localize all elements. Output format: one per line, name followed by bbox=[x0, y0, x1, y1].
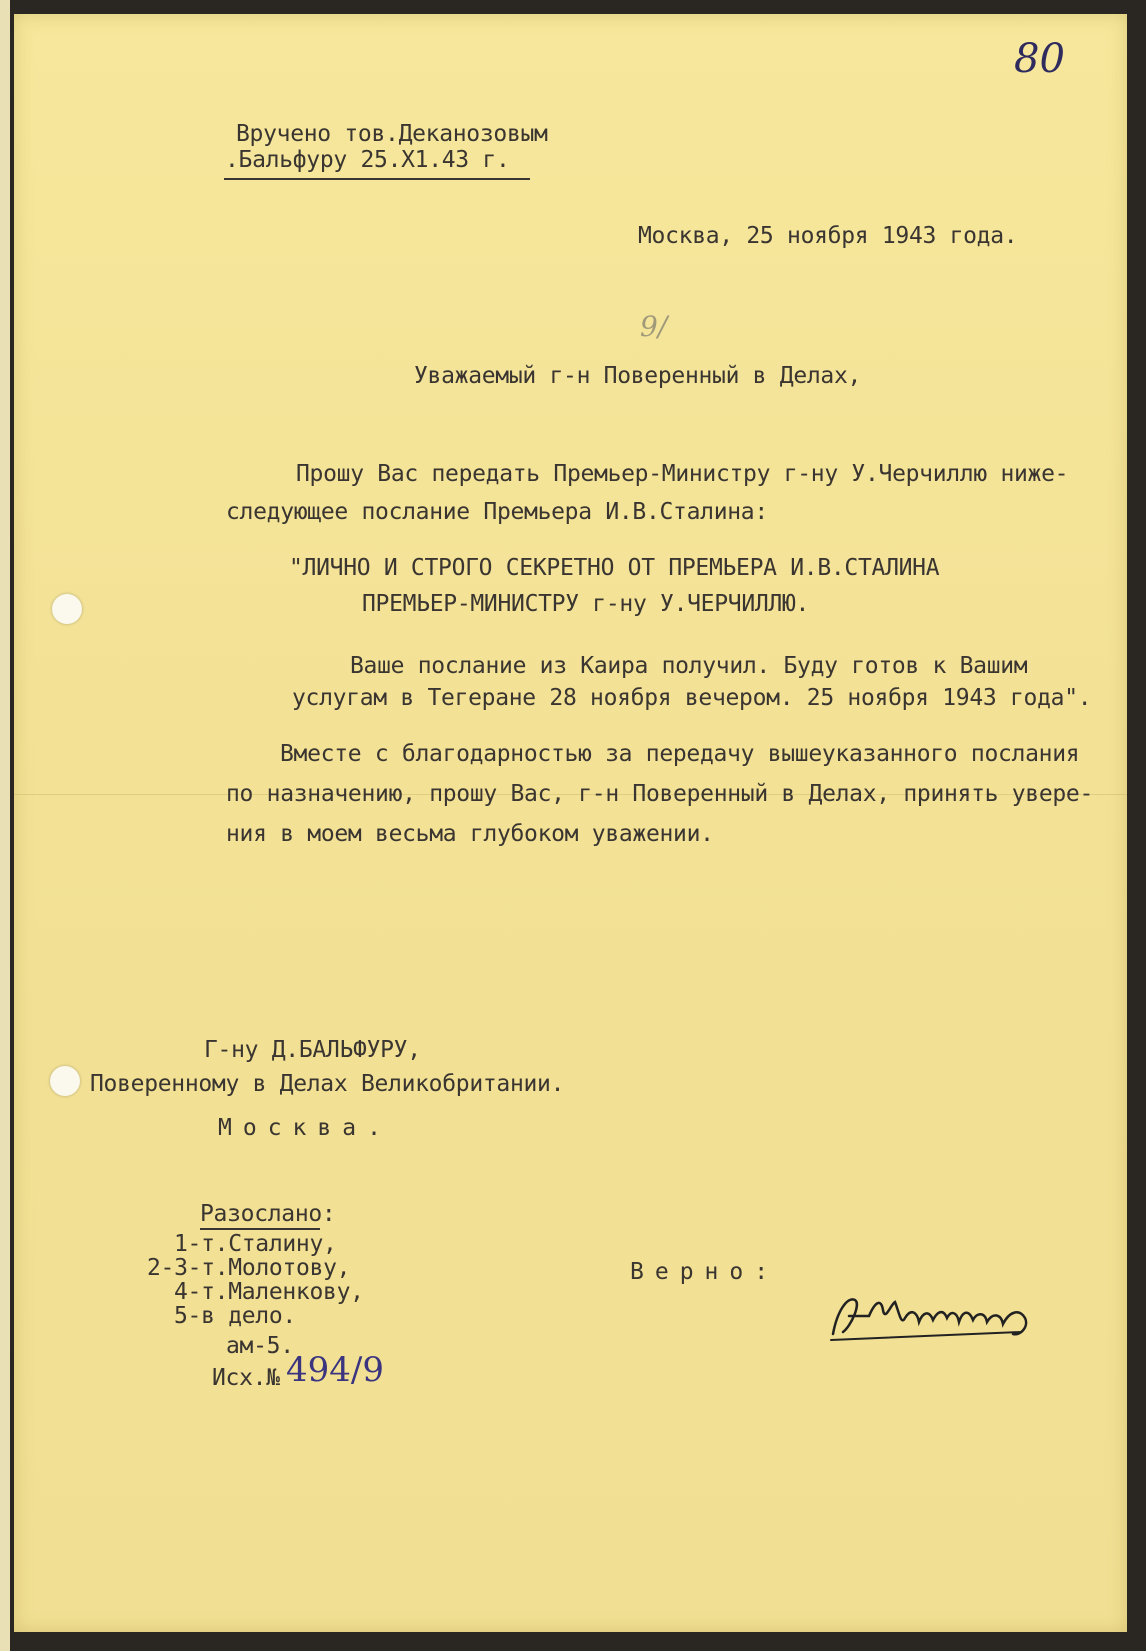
delivery-note-line2: .Бальфуру 25.Х1.43 г. bbox=[225, 147, 510, 173]
addressee-city: Москва. bbox=[218, 1115, 392, 1141]
sheet-edge bbox=[0, 0, 10, 1651]
punch-hole-bottom bbox=[50, 1066, 80, 1096]
document-page bbox=[14, 14, 1127, 1632]
closing-line1: Вместе с благодарностью за передачу вышеуказанного послания bbox=[280, 741, 1080, 767]
salutation: Уважаемый г-н Поверенный в Делах, bbox=[414, 363, 862, 389]
distribution-item: 5-в дело. bbox=[174, 1303, 296, 1329]
signature-graphic bbox=[825, 1282, 1045, 1352]
closing-line3: ния в моем весьма глубоком уважении. bbox=[226, 821, 714, 847]
message-header-line2: ПРЕМЬЕР-МИНИСТРУ г-ну У.ЧЕРЧИЛЛЮ. bbox=[362, 591, 810, 617]
distribution-item: 2-3-т.Молотову, bbox=[147, 1255, 351, 1281]
signature bbox=[774, 1236, 1045, 1408]
intro-line1: Прошу Вас передать Премьер-Министру г-ну У.Черчиллю ниже- bbox=[296, 461, 1069, 487]
distribution-heading: Разослано: bbox=[200, 1201, 336, 1227]
outgoing-number: 494/9 bbox=[286, 1350, 384, 1390]
typist-mark: ам-5. bbox=[226, 1333, 294, 1359]
delivery-note-line1: Вручено тов.Деканозовым bbox=[236, 121, 548, 147]
verification-label: Верно: bbox=[630, 1259, 780, 1285]
addressee-title: Поверенному в Делах Великобритании. bbox=[90, 1071, 565, 1097]
message-header-line1: "ЛИЧНО И СТРОГО СЕКРЕТНО ОТ ПРЕМЬЕРА И.В.СТАЛИНА bbox=[289, 555, 940, 581]
intro-line2: следующее послание Премьера И.В.Сталина: bbox=[226, 499, 768, 525]
message-body-line1: Ваше послание из Каира получил. Буду готов к Вашим bbox=[350, 653, 1028, 679]
page-number: 80 bbox=[1014, 36, 1065, 82]
outgoing-label: Исх.№ bbox=[212, 1365, 280, 1391]
distribution-item: 4-т.Маленкову, bbox=[174, 1279, 364, 1305]
addressee-name: Г-ну Д.БАЛЬФУРУ, bbox=[204, 1037, 421, 1063]
distribution-item: 1-т.Сталину, bbox=[174, 1231, 337, 1257]
punch-hole-top bbox=[52, 594, 82, 624]
message-body-line2: услугам в Тегеране 28 ноября вечером. 25 ноября 1943 года". bbox=[292, 685, 1092, 711]
closing-line2: по назначению, прошу Вас, г-н Поверенный в Делах, принять увере- bbox=[226, 781, 1094, 807]
delivery-note-underline bbox=[224, 178, 530, 180]
pencil-mark: 9/ bbox=[640, 310, 668, 343]
place-date: Москва, 25 ноября 1943 года. bbox=[638, 223, 1018, 249]
